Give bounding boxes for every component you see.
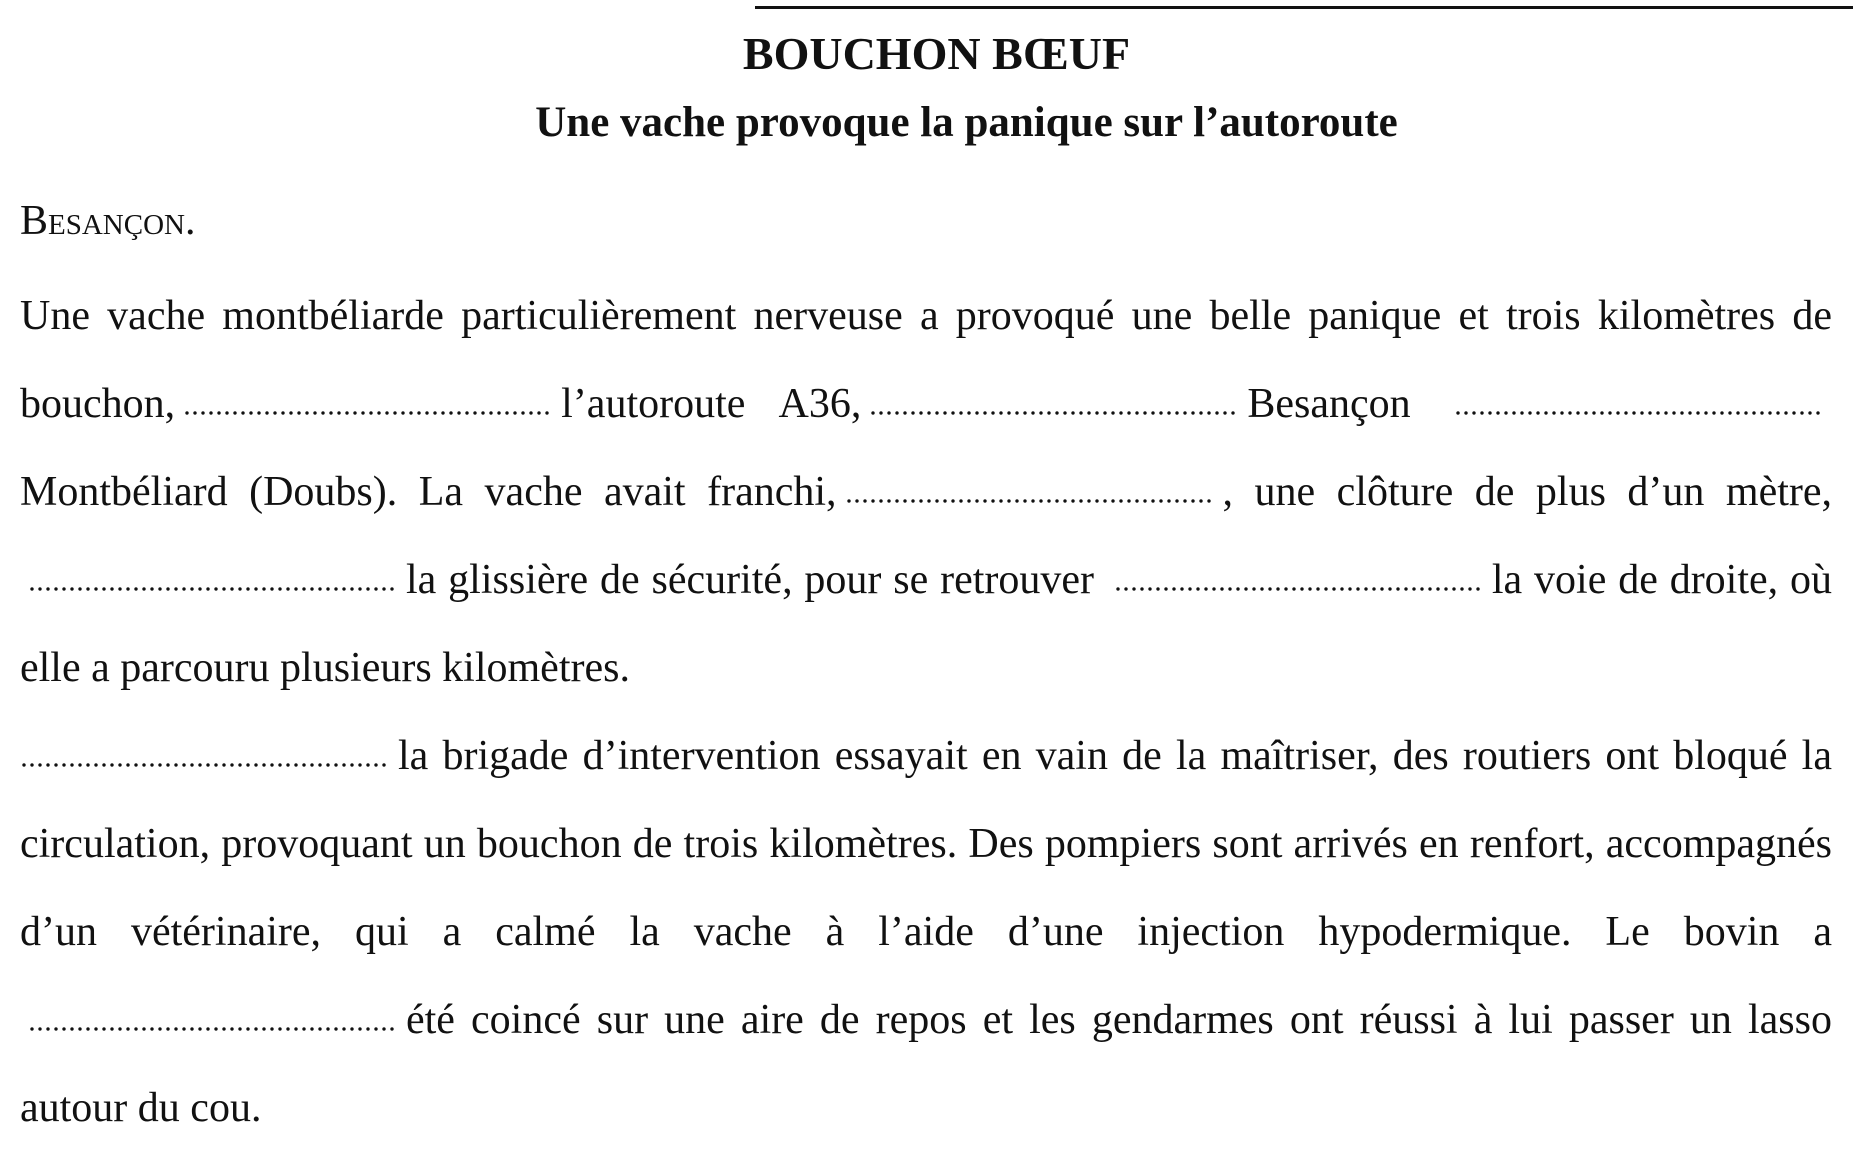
paragraph-2 (20, 712, 1832, 1152)
blank-field-7[interactable] (20, 731, 390, 769)
text-segment: la brigade d’intervention essayait en vain de la maîtriser, des routiers ont bloqué la circulation, provoquant un bouchon de trois kilomètres. Des pompiers sont arrivés en renfort, accompagnés d’un vétérinaire, qui a calmé la vache à l’aide d’une injection hypodermique. Le bovin a (20, 733, 1832, 955)
article-subtitle: Une vache provoque la panique sur l’autoroute (535, 99, 1398, 146)
blank-field-2[interactable] (869, 379, 1239, 417)
text-segment: été coincé sur une aire de repos et les gendarmes ont réussi à lui passer un lasso autour du cou. (20, 997, 1832, 1131)
text-segment: l’autoroute A36, (561, 381, 862, 427)
blank-field-3[interactable] (1454, 379, 1824, 417)
text-segment: Besançon (1247, 381, 1411, 427)
blank-field-5[interactable] (28, 555, 398, 593)
text-segment: la glissière de sécurité, pour se retrouver (406, 557, 1095, 603)
paragraph-1 (20, 272, 1832, 712)
text-segment: Une vache montbéliarde particulièrement nerveuse a provoqué une belle panique et trois kilomètres de bouchon, (20, 293, 1832, 427)
text-segment: la voie de droite, où elle a parcouru plusieurs kilomètres. (20, 557, 1833, 691)
blank-field-1[interactable] (183, 379, 553, 417)
blank-field-6[interactable] (1114, 555, 1484, 593)
text-segment: , une clôture de plus d’un mètre, (1222, 469, 1833, 515)
dateline-city: Besançon. (20, 198, 196, 244)
text-segment: Montbéliard (Doubs). La vache avait franchi, (20, 469, 837, 515)
article-title: BOUCHON BŒUF (742, 28, 1131, 79)
blank-field-4[interactable] (845, 467, 1215, 505)
top-rule (755, 6, 1853, 9)
blank-field-8[interactable] (28, 995, 398, 1033)
